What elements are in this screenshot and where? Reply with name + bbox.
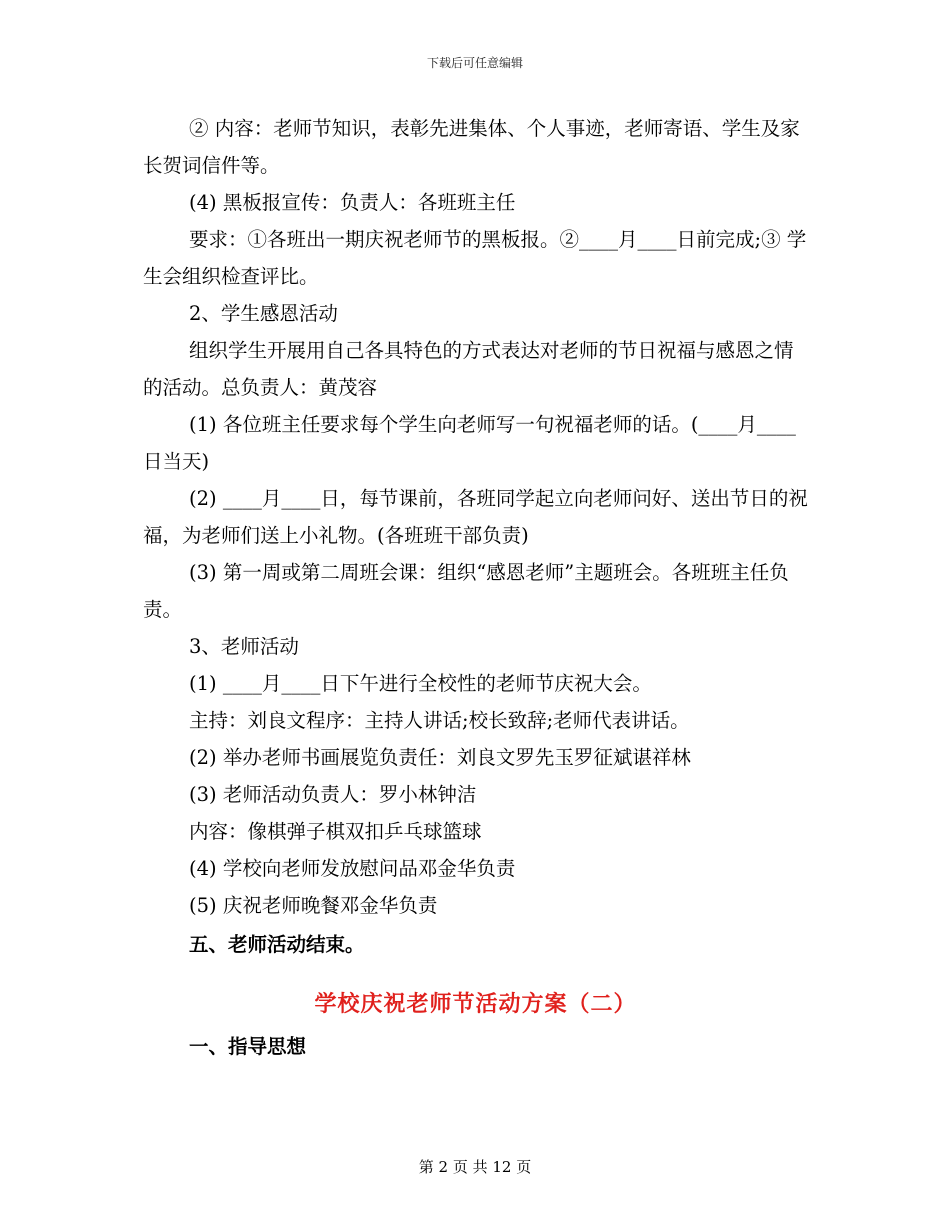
paragraph-item-3: (3) 第一周或第二周班会课：组织“感恩老师”主题班会。各班班主任负责。: [143, 561, 789, 621]
document-title: 学校庆祝老师节活动方案（二）: [314, 990, 637, 1017]
paragraph-item-1: (1) 各位班主任要求每个学生向老师写一句祝福老师的话。(____月____日当天): [143, 413, 796, 473]
paragraph-teacher-item-1: (1) ____月____日下午进行全校性的老师节庆祝大会。: [189, 672, 652, 695]
heading-teacher-activity: 3、老师活动: [189, 635, 299, 658]
paragraph-teacher-item-3: (3) 老师活动负责人：罗小林钟洁: [189, 783, 477, 806]
paragraph-teacher-item-5: (5) 庆祝老师晚餐邓金华负责: [189, 894, 438, 917]
page-footer: 第 2 页 共 12 页: [418, 1158, 532, 1176]
document-body: [143, 110, 808, 1085]
paragraph-gratitude-intro: 组织学生开展用自己各具特色的方式表达对老师的节日祝福与感恩之情的活动。总负责人：黄茂容: [143, 339, 794, 399]
paragraph-teacher-item-2: (2) 举办老师书画展览负责任：刘良文罗先玉罗征斌谌祥林: [189, 746, 691, 769]
paragraph-content-item: ② 内容：老师节知识，表彰先进集体、个人事迹，老师寄语、学生及家长贺词信件等。: [143, 117, 800, 177]
heading-student-gratitude: 2、学生感恩活动: [189, 302, 338, 325]
paragraph-host-program: 主持：刘良文程序：主持人讲话;校长致辞;老师代表讲话。: [189, 709, 690, 732]
paragraph-item-2: (2) ____月____日，每节课前，各班同学起立向老师问好、送出节日的祝福，为老师们送上小礼物。(各班班干部负责): [143, 487, 808, 547]
page-header: 下载后可任意编辑: [426, 56, 523, 70]
section-heading-end: 五、老师活动结束。: [189, 933, 365, 956]
paragraph-activity-content: 内容：像棋弹子棋双扣乒乓球篮球: [189, 820, 482, 843]
section-heading-guiding-ideology: 一、指导思想: [189, 1034, 307, 1058]
paragraph-teacher-item-4: (4) 学校向老师发放慰问品邓金华负责: [189, 857, 516, 880]
paragraph-blackboard: (4) 黑板报宣传：负责人：各班班主任: [189, 191, 516, 214]
paragraph-requirements: 要求：①各班出一期庆祝老师节的黑板报。②____月____日前完成;③ 学生会组织检查评比。: [143, 228, 807, 288]
